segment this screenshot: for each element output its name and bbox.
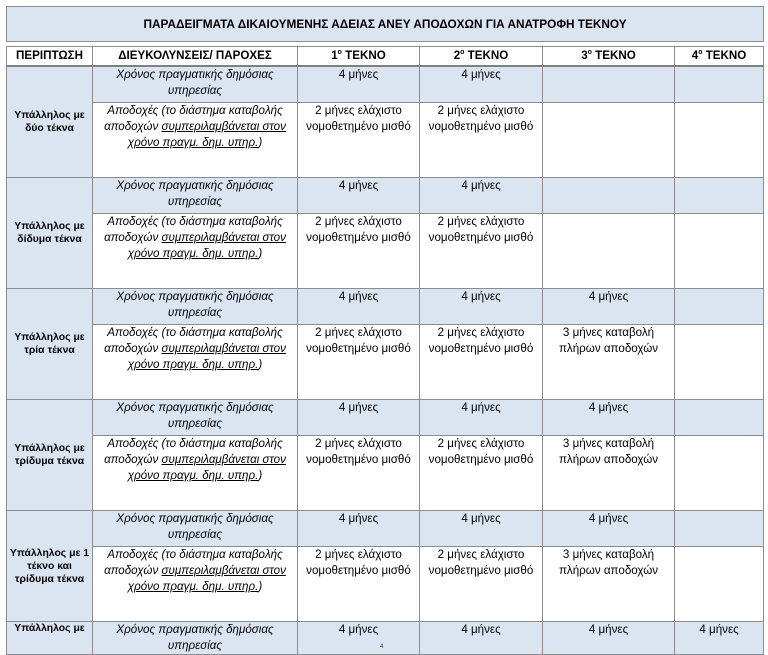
table-title-row [7,7,764,42]
cell-child-4 [675,511,764,547]
header-child-3: $3^o$ ΤΕΚΝΟ [543,47,675,67]
cell-child-3: 4 μήνες [543,289,675,325]
row-label-service-time: Χρόνος πραγματικής δημόσιας υπηρεσίας [93,511,298,547]
cell-child-3: 3 μήνες καταβολή πλήρων αποδοχών [543,436,675,511]
cell-child-3: 3 μήνες καταβολή πλήρων αποδοχών [543,547,675,622]
row-label-service-time: Χρόνος πραγματικής δημόσιας υπηρεσίας [93,178,298,214]
cell-child-2: 2 μήνες ελάχιστο νομοθετημένο μισθό [420,547,543,622]
case-label: Υπάλληλος με δίδυμα τέκνα [7,178,93,289]
row-label-pay: Αποδοχές (το διάστημα καταβολής αποδοχών συμπεριλαμβάνεται στον χρόνο πραγμ. δημ. υπηρ.) [93,214,298,289]
cell-child-2: 4 μήνες [420,511,543,547]
case-label: Υπάλληλος με 1 τέκνο και τρίδυμα τέκνα [7,511,93,622]
header-child-1: $1^o$ ΤΕΚΝΟ [298,47,420,67]
cell-child-2: 4 μήνες [420,289,543,325]
table-row [7,622,764,655]
document-page [6,6,764,655]
row-label-service-time: Χρόνος πραγματικής δημόσιας υπηρεσίας [93,289,298,325]
cell-child-4 [675,436,764,511]
cell-child-3 [543,214,675,289]
cell-child-1: 4 μήνες [298,400,420,436]
cell-child-3 [543,178,675,214]
cell-child-1: 4 μήνες [298,622,420,655]
table-row [7,511,764,547]
cell-child-4 [675,66,764,103]
cell-child-2: 4 μήνες [420,622,543,655]
cell-child-1: 4 μήνες [298,178,420,214]
cell-child-1: 4 μήνες [298,66,420,103]
cell-child-4 [675,103,764,178]
leave-examples-table [6,6,764,655]
cell-child-1: 2 μήνες ελάχιστο νομοθετημένο μισθό [298,103,420,178]
cell-child-1: 2 μήνες ελάχιστο νομοθετημένο μισθό [298,436,420,511]
cell-child-3: 4 μήνες [543,622,675,655]
cell-child-4 [675,400,764,436]
table-row [7,289,764,325]
cell-child-4 [675,178,764,214]
cell-child-1: 2 μήνες ελάχιστο νομοθετημένο μισθό [298,547,420,622]
table-row [7,436,764,511]
row-label-service-time: Χρόνος πραγματικής δημόσιας υπηρεσίας [93,622,298,655]
header-child-2: $2^o$ ΤΕΚΝΟ [420,47,543,67]
case-label: Υπάλληλος με [7,622,93,655]
cell-child-4: 4 μήνες [675,622,764,655]
cell-child-4 [675,289,764,325]
header-case: ΠΕΡΙΠΤΩΣΗ [7,47,93,67]
table-row [7,103,764,178]
table-row [7,325,764,400]
table-row [7,214,764,289]
case-label: Υπάλληλος με τρία τέκνα [7,289,93,400]
cell-child-1: 2 μήνες ελάχιστο νομοθετημένο μισθό [298,214,420,289]
header-row [7,47,764,67]
cell-child-2: 2 μήνες ελάχιστο νομοθετημένο μισθό [420,103,543,178]
cell-child-3: 4 μήνες [543,511,675,547]
row-label-pay: Αποδοχές (το διάστημα καταβολής αποδοχών συμπεριλαμβάνεται στον χρόνο πραγμ. δημ. υπηρ.) [93,325,298,400]
row-label-pay: Αποδοχές (το διάστημα καταβολής αποδοχών συμπεριλαμβάνεται στον χρόνο πραγμ. δημ. υπηρ.) [93,547,298,622]
cell-child-3 [543,66,675,103]
cell-child-4 [675,214,764,289]
table-row [7,547,764,622]
table-row [7,66,764,103]
row-label-pay: Αποδοχές (το διάστημα καταβολής αποδοχών συμπεριλαμβάνεται στον χρόνο πραγμ. δημ. υπηρ.) [93,436,298,511]
cell-child-3: 3 μήνες καταβολή πλήρων αποδοχών [543,325,675,400]
cell-child-2: 2 μήνες ελάχιστο νομοθετημένο μισθό [420,214,543,289]
cell-child-2: 4 μήνες [420,178,543,214]
table-row [7,178,764,214]
case-label: Υπάλληλος με δύο τέκνα [7,66,93,178]
page-number: 4 [380,644,384,650]
cell-child-2: 4 μήνες [420,66,543,103]
header-child-4: $4^o$ ΤΕΚΝΟ [675,47,764,67]
table-row [7,400,764,436]
row-label-pay: Αποδοχές (το διάστημα καταβολής αποδοχών συμπεριλαμβάνεται στον χρόνο πραγμ. δημ. υπηρ.) [93,103,298,178]
row-label-service-time: Χρόνος πραγματικής δημόσιας υπηρεσίας [93,66,298,103]
case-label: Υπάλληλος με τρίδυμα τέκνα [7,400,93,511]
cell-child-4 [675,547,764,622]
cell-child-2: 4 μήνες [420,400,543,436]
cell-child-1: 4 μήνες [298,289,420,325]
table-title: ΠΑΡΑΔΕΙΓΜΑΤΑ ΔΙΚΑΙΟΥΜΕΝΗΣ ΑΔΕΙΑΣ ΑΝΕΥ ΑΠΟΔΟΧΩΝ ΓΙΑ ΑΝΑΤΡΟΦΗ ΤΕΚΝΟΥ [7,7,764,42]
row-label-service-time: Χρόνος πραγματικής δημόσιας υπηρεσίας [93,400,298,436]
cell-child-4 [675,325,764,400]
cell-child-1: 4 μήνες [298,511,420,547]
cell-child-1: 2 μήνες ελάχιστο νομοθετημένο μισθό [298,325,420,400]
header-provisions: ΔΙΕΥΚΟΛΥΝΣΕΙΣ/ ΠΑΡΟΧΕΣ [93,47,298,67]
cell-child-3: 4 μήνες [543,400,675,436]
cell-child-3 [543,103,675,178]
cell-child-2: 2 μήνες ελάχιστο νομοθετημένο μισθό [420,325,543,400]
cell-child-2: 2 μήνες ελάχιστο νομοθετημένο μισθό [420,436,543,511]
